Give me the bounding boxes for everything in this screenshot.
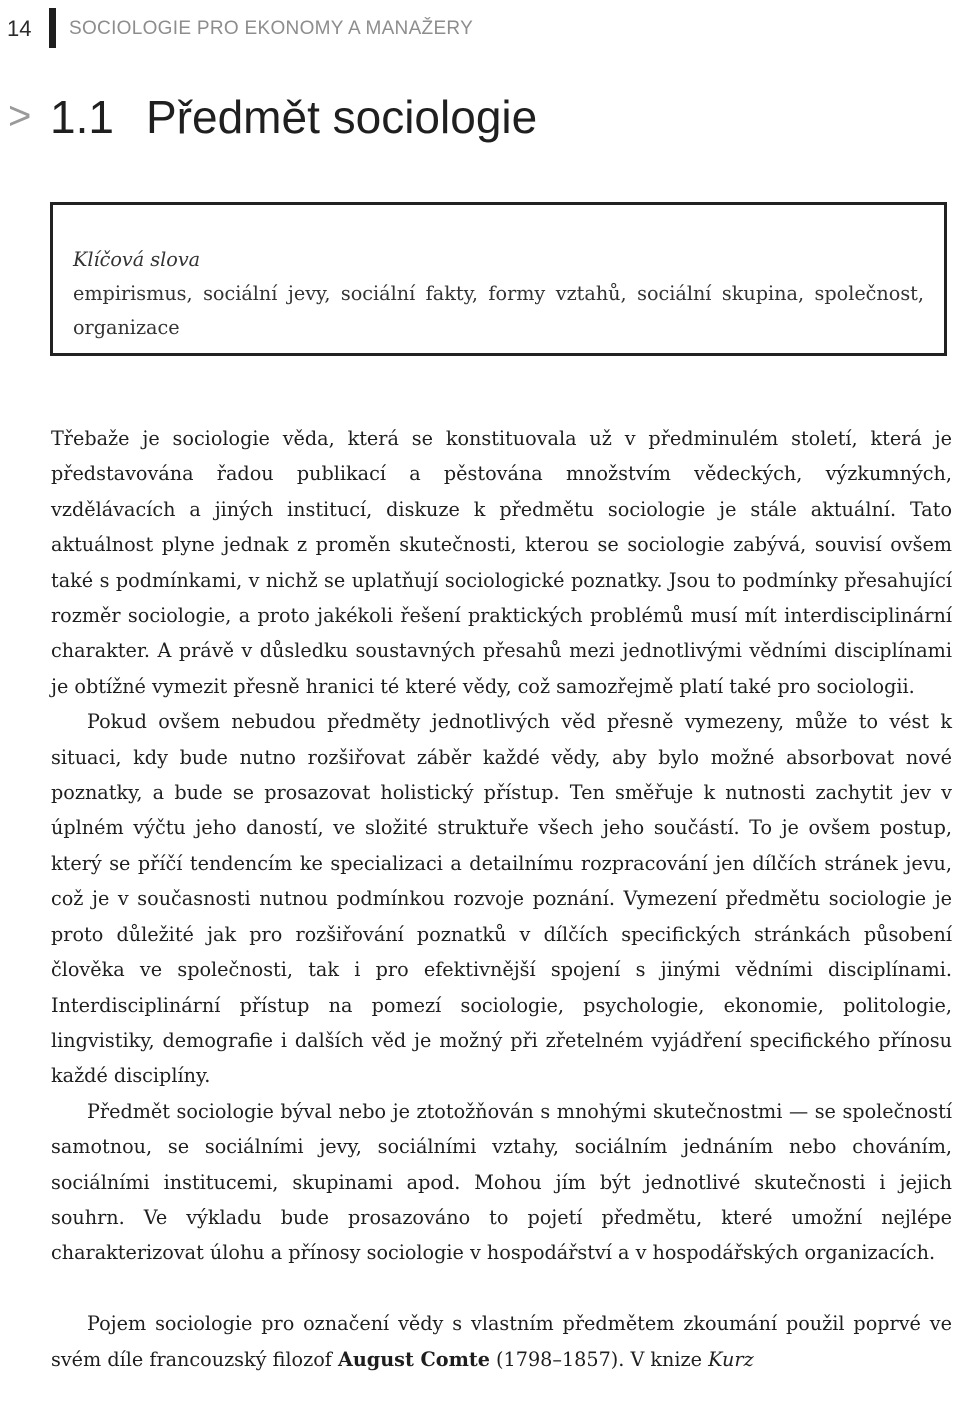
section-number: 1.1 <box>50 91 114 143</box>
keywords-box <box>50 202 947 356</box>
running-head-title: SOCIOLOGIE PRO EKONOMY A MANAŽERY <box>69 18 474 39</box>
keywords-text: empirismus, sociální jevy, sociální fakty, formy vztahů, sociální skupina, společnost, organizace <box>73 282 924 339</box>
page-number: 14 <box>7 16 32 41</box>
paragraph-lead: Pojem sociologie pro označení vědy s vlastním předmětem zkoumání použil poprvé ve svém díle francouzský filozof <box>51 1312 952 1371</box>
paragraph-last <box>51 1306 952 1377</box>
keywords-heading: Klíčová slova <box>73 248 201 271</box>
book-title: Kurz <box>708 1347 754 1371</box>
section-heading <box>0 88 960 148</box>
section-marker: > <box>8 94 32 138</box>
body-text <box>51 421 952 1377</box>
paragraph: Pokud ovšem nebudou předměty jednotlivých věd přesně vymezeny, může to vést k situaci, kdy bude nutno rozšiřovat záběr každé vědy, aby bylo možné absorbovat nové poznatky, a bude se prosazovat holistický přístup. Ten směřuje k nutnosti zachytit jev v úplném výčtu jeho daností, ve složité struktuře všech jeho součástí. To je ovšem postup, který se příčí tendencím ke specializaci a detailnímu rozpracování jen dílčích stránek jevu, což je v současnosti nutnou podmínkou rozvoje poznání. Vymezení předmětu sociologie je proto důležité jak pro rozšiřování poznatků v dílčích specifických stránkách působení člověka ve společnosti, tak i pro efektivnější spojení s jinými vědními disciplínami. Interdisciplinární přístup na pomezí sociologie, psychologie, ekonomie, politologie, lingvistiky, demografie i dalších věd je možný při zřetelném vyjádření specifického přínosu každé disciplíny. <box>51 710 952 1088</box>
paragraph-dates: (1798–1857). V knize <box>489 1347 709 1371</box>
paragraph: Předmět sociologie býval nebo je ztotožňován s mnohými skutečnostmi — se společností samotnou, se sociálními jevy, sociálními vztahy, sociálním jednáním nebo chováním, sociálními institucemi, skupinami apod. Mohou jím být jednotlivé skutečnosti i jejich souhrn. Ve výkladu bude prosazováno to pojetí předmětu, které umožní nejlépe charakterizovat úlohu a přínosy sociologie v hospodářství a v hospodářských organizacích. <box>51 1099 952 1265</box>
section-title: Předmět sociologie <box>146 91 538 143</box>
running-head <box>0 8 960 48</box>
header-rule <box>49 8 56 48</box>
paragraph: Třebaže je sociologie věda, která se konstituovala už v předminulém století, která je představována řadou publikací a pěstována množstvím vědeckých, výzkumných, vzdělávacích a jiných institucí, diskuze k předmětu sociologie je stále aktuální. Tato aktuálnost plyne jednak z proměn skutečnosti, kterou se sociologie zabývá, souvisí ovšem také s podmínkami, v nichž se uplatňují sociologické poznatky. Jsou to podmínky přesahující rozměr sociologie, a proto jakékoli řešení praktických problémů musí mít interdisciplinární charakter. A právě v důsledku soustavných přesahů mezi jednotlivými vědními disciplínami je obtížné vymezit přesně hranici té které vědy, což samozřejmě platí také pro sociologii. <box>51 427 952 698</box>
person-name: August Comte <box>337 1347 490 1371</box>
